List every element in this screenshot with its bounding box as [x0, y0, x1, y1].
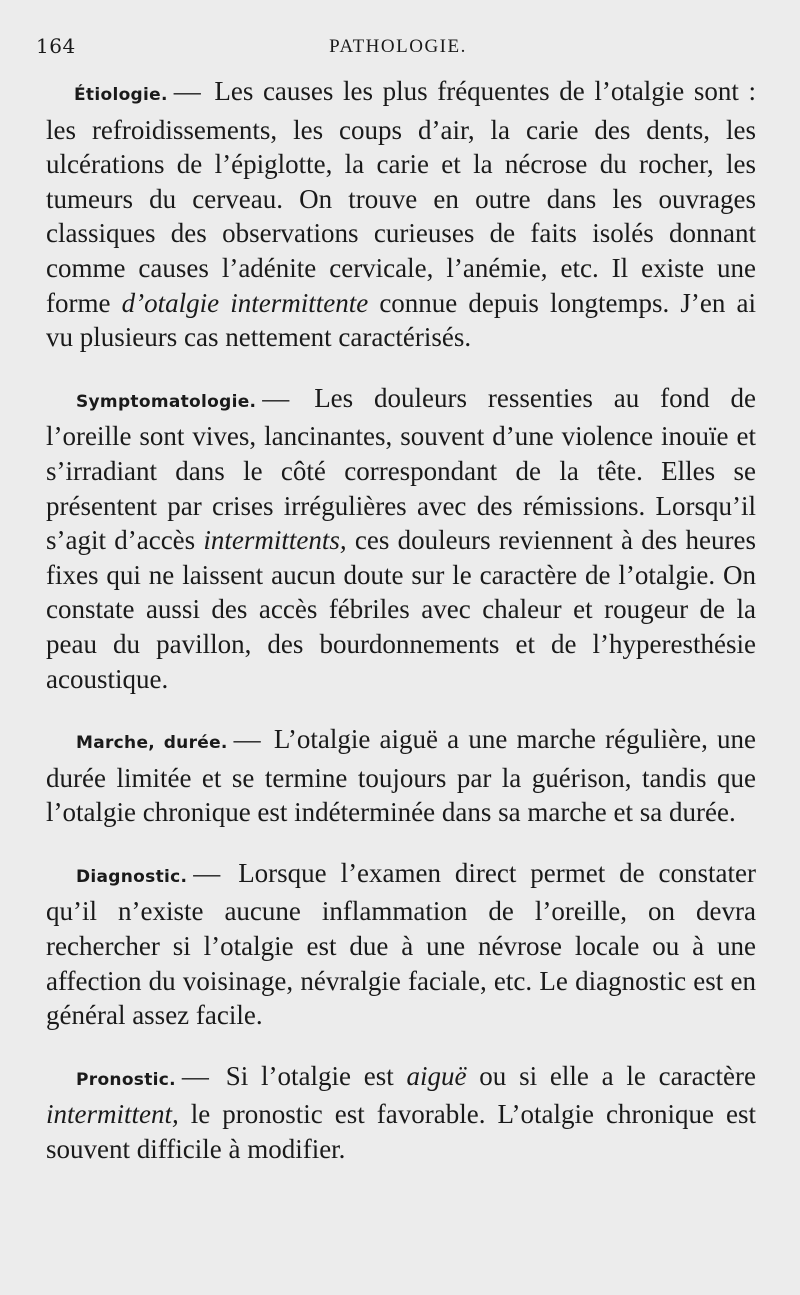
italic-term: intermittents,	[203, 525, 347, 556]
paragraph-text: Les causes les plus fréquentes de l’otalgie sont : les refroidissements, les coups d’air, la carie des dents, les ulcérations de l’épiglotte, la carie et la nécrose du rocher, les tumeurs du cerveau. On trouve en outre dans les ouvrages classiques des observations curieuses de faits isolés donnant comme causes l’adénite cervicale, l’anémie, etc. Il existe une forme	[46, 76, 757, 318]
section-dash: —	[173, 76, 201, 106]
section-dash: —	[262, 382, 290, 413]
section-dash: —	[233, 724, 261, 755]
italic-term: aiguë	[406, 1060, 467, 1091]
italic-term: d’otalgie intermittente	[121, 287, 369, 318]
paragraph-diagnostic	[46, 856, 756, 1033]
paragraph-text: Les douleurs ressenties au fond de l’oreille sont vives, lancinantes, souvent d’une violence inouïe et s’irradiant dans le côté correspondant de la tête. Elles se présentent par crises irrégulières avec des rémissions. Lorsqu’il s’agit d’accès	[46, 382, 756, 556]
paragraph-pronostic	[46, 1059, 756, 1167]
paragraph-symptomatologie	[46, 381, 756, 696]
section-title-pronostic: Pronostic.	[76, 1069, 176, 1090]
section-title-symptomatologie: Symptomatologie.	[76, 391, 257, 412]
paragraph-text: L’otalgie aiguë a une marche régulière, une durée limitée et se termine toujours par la guérison, tandis que l’otalgie chronique est indéterminée dans sa marche et sa durée.	[46, 724, 757, 828]
paragraph-etiologie	[46, 74, 756, 355]
page-number: 164	[36, 34, 76, 58]
page-header-title: PATHOLOGIE.	[329, 36, 467, 57]
body-text	[46, 74, 756, 1167]
paragraph-marche	[46, 722, 756, 830]
paragraph-text: le pronostic est favorable. L’otalgie chronique est souvent difficile à modifier.	[46, 1099, 756, 1165]
italic-term: intermittent,	[46, 1099, 179, 1130]
paragraph-text: connue depuis longtemps. J’en ai vu plusieurs cas nettement caractérisés.	[46, 287, 756, 353]
paragraph-text: Lorsque l’examen direct permet de constater qu’il n’existe aucune inflammation de l’oreille, on devra rechercher si l’otalgie est due à une névrose locale ou à une affection du voisinage, névralgie faciale, etc. Le diagnostic est en général assez facile.	[46, 857, 756, 1031]
paragraph-text: ou si elle a le caractère	[466, 1060, 757, 1091]
paragraph-text: ces douleurs reviennent à des heures fixes qui ne laissent aucun doute sur le caractère de l’otalgie. On constate aussi des accès fébriles avec chaleur et rougeur de la peau du pavillon, des bourdonnements et de l’hyperesthésie acoustique.	[46, 525, 756, 694]
section-title-marche: Marche, durée.	[76, 733, 228, 754]
section-dash: —	[193, 857, 221, 888]
section-title-etiologie: Étiologie.	[74, 85, 168, 105]
running-head	[36, 34, 760, 60]
section-title-diagnostic: Diagnostic.	[76, 866, 188, 887]
paragraph-text: Si l’otalgie est	[225, 1060, 407, 1091]
section-dash: —	[181, 1060, 209, 1091]
